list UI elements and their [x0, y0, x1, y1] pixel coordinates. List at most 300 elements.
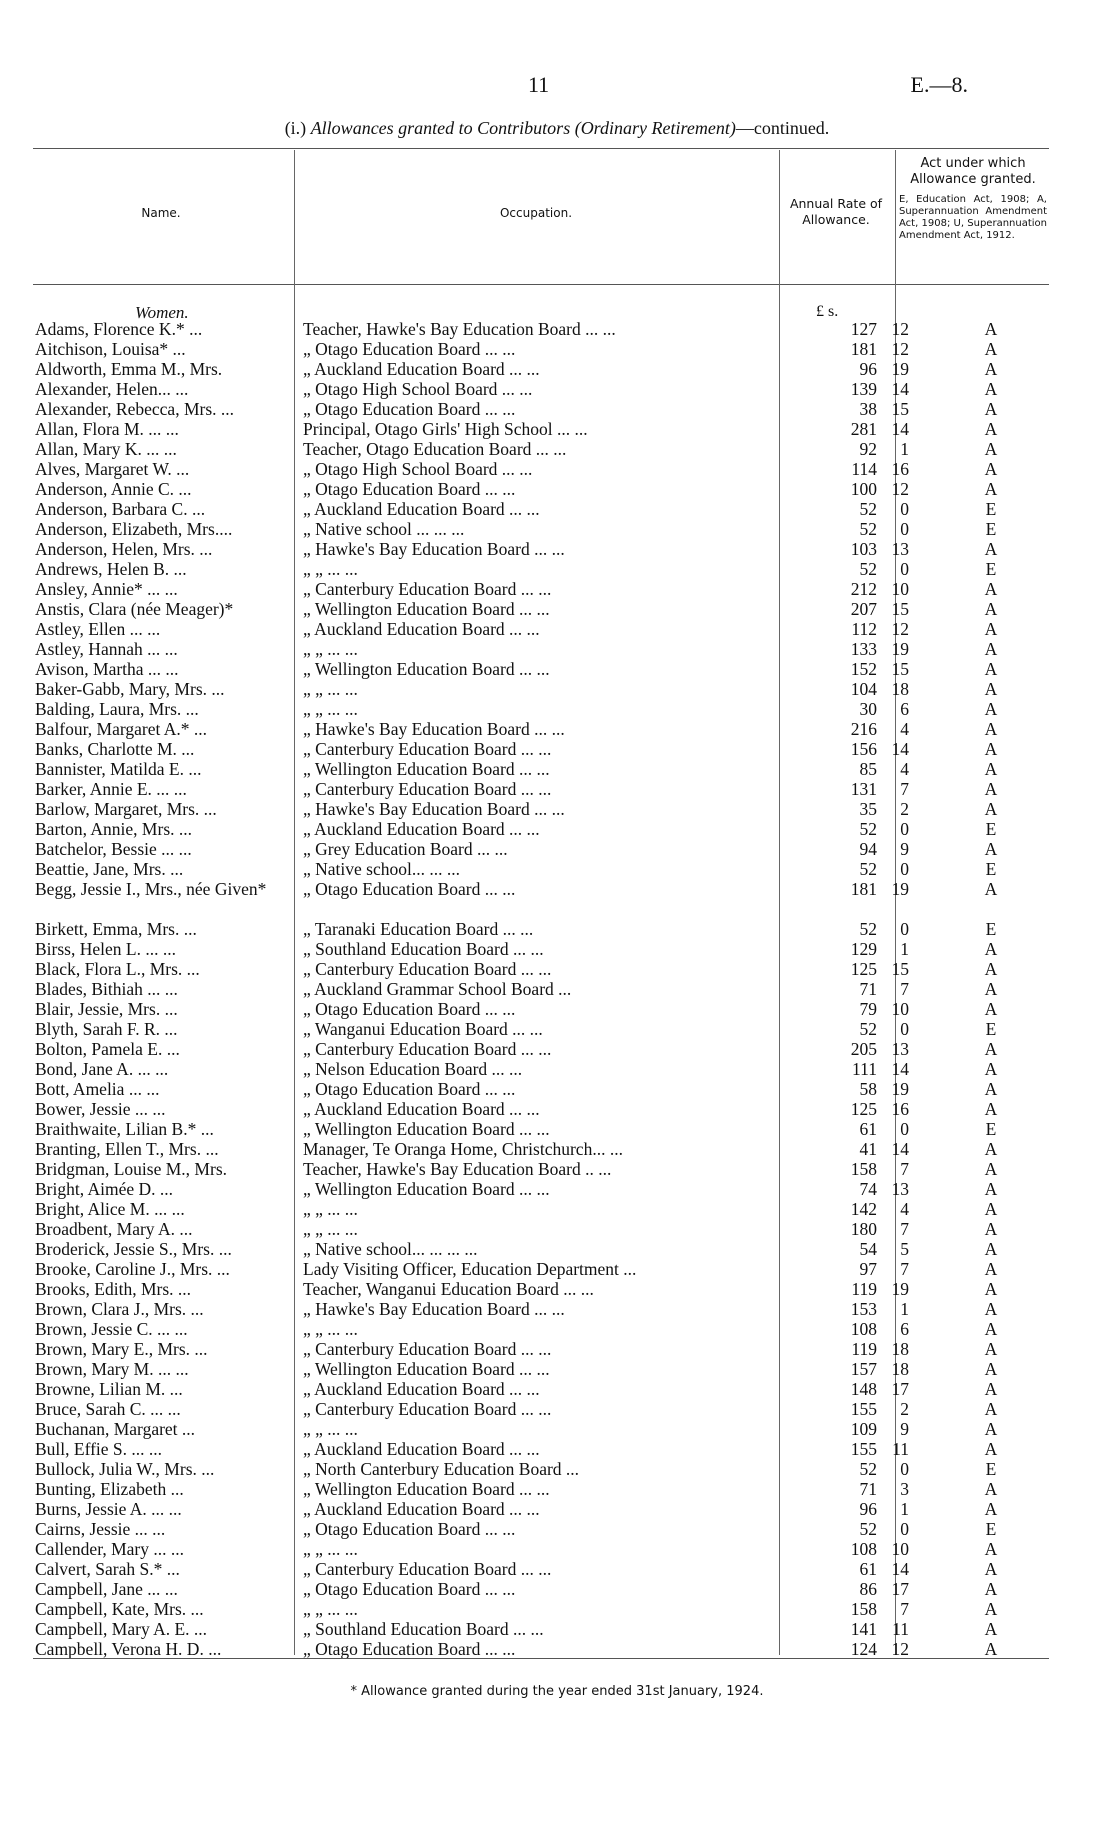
row-pounds: 58: [859, 1079, 877, 1099]
row-pounds: 85: [859, 759, 877, 779]
row-pounds: 142: [850, 1199, 877, 1219]
table-row: [33, 499, 1049, 519]
row-act: A: [984, 999, 998, 1019]
row-occupation: „ Otago Education Board ... ...: [303, 999, 516, 1019]
table-row: [33, 1119, 1049, 1139]
row-act: A: [984, 1139, 998, 1159]
row-act: A: [984, 1599, 998, 1619]
row-name: Ansley, Annie* ... ...: [35, 579, 178, 599]
row-name: Adams, Florence K.* ...: [35, 319, 203, 339]
row-name: Bridgman, Louise M., Mrs.: [35, 1159, 228, 1179]
table-row: [33, 1519, 1049, 1539]
row-pounds: 281: [850, 419, 877, 439]
row-act: A: [984, 739, 998, 759]
row-act: E: [985, 819, 997, 839]
row-shillings: 13: [891, 1179, 909, 1199]
table-row: [33, 1499, 1049, 1519]
table-row: [33, 699, 1049, 719]
row-occupation: „ „ ... ...: [303, 1199, 358, 1219]
table-row: [33, 379, 1049, 399]
row-occupation: „ North Canterbury Education Board ...: [303, 1459, 580, 1479]
row-shillings: 2: [900, 1399, 909, 1419]
row-pounds: 54: [859, 1239, 877, 1259]
row-occupation: „ Canterbury Education Board ... ...: [303, 1339, 552, 1359]
row-act: A: [984, 699, 998, 719]
row-pounds: 100: [850, 479, 877, 499]
row-name: Beattie, Jane, Mrs. ...: [35, 859, 184, 879]
row-shillings: 7: [900, 1219, 909, 1239]
row-name: Barker, Annie E. ... ...: [35, 779, 187, 799]
row-pounds: 94: [859, 839, 877, 859]
row-shillings: 12: [891, 1639, 909, 1659]
row-occupation: „ „ ... ...: [303, 639, 358, 659]
row-name: Black, Flora L., Mrs. ...: [35, 959, 200, 979]
row-shillings: 4: [900, 759, 909, 779]
row-occupation: „ Canterbury Education Board ... ...: [303, 1559, 552, 1579]
table-row: [33, 679, 1049, 699]
row-shillings: 10: [891, 999, 909, 1019]
row-shillings: 0: [900, 919, 909, 939]
row-shillings: 15: [891, 399, 909, 419]
row-act: A: [984, 879, 998, 899]
row-name: Bunting, Elizabeth ...: [35, 1479, 184, 1499]
row-name: Blyth, Sarah F. R. ...: [35, 1019, 178, 1039]
row-pounds: 41: [859, 1139, 877, 1159]
table-row: [33, 859, 1049, 879]
table-row: [33, 1479, 1049, 1499]
row-occupation: „ Auckland Education Board ... ...: [303, 359, 540, 379]
row-pounds: 111: [852, 1059, 877, 1079]
table-row: [33, 1099, 1049, 1119]
heading-prefix: (i.): [284, 118, 307, 138]
row-pounds: 30: [859, 699, 877, 719]
row-shillings: 14: [891, 1059, 909, 1079]
row-name: Barton, Annie, Mrs. ...: [35, 819, 193, 839]
row-pounds: 52: [859, 859, 877, 879]
row-shillings: 19: [891, 1079, 909, 1099]
row-shillings: 15: [891, 659, 909, 679]
row-name: Anderson, Elizabeth, Mrs....: [35, 519, 233, 539]
table-row: [33, 999, 1049, 1019]
row-occupation: „ Southland Education Board ... ...: [303, 1619, 544, 1639]
heading-title: Allowances granted to Contributors (Ordinary Retirement): [310, 118, 736, 138]
row-pounds: 112: [851, 619, 877, 639]
row-act: A: [984, 659, 998, 679]
row-shillings: 19: [891, 879, 909, 899]
row-occupation: „ Native school ... ... ...: [303, 519, 465, 539]
row-occupation: „ Canterbury Education Board ... ...: [303, 1399, 552, 1419]
row-shillings: 0: [900, 1019, 909, 1039]
row-shillings: 9: [900, 839, 909, 859]
row-name: Browne, Lilian M. ...: [35, 1379, 183, 1399]
row-shillings: 18: [891, 679, 909, 699]
row-name: Bannister, Matilda E. ...: [35, 759, 202, 779]
row-occupation: „ „ ... ...: [303, 1539, 358, 1559]
row-name: Banks, Charlotte M. ...: [35, 739, 195, 759]
row-name: Anderson, Barbara C. ...: [35, 499, 206, 519]
row-shillings: 11: [892, 1439, 909, 1459]
row-act: A: [984, 1079, 998, 1099]
row-name: Bullock, Julia W., Mrs. ...: [35, 1459, 215, 1479]
row-name: Brown, Jessie C. ... ...: [35, 1319, 188, 1339]
row-occupation: „ Otago High School Board ... ...: [303, 459, 533, 479]
row-shillings: 10: [891, 1539, 909, 1559]
row-pounds: 74: [859, 1179, 877, 1199]
row-occupation: „ Auckland Education Board ... ...: [303, 1439, 540, 1459]
table-row: [33, 1559, 1049, 1579]
row-name: Branting, Ellen T., Mrs. ...: [35, 1139, 219, 1159]
row-pounds: 148: [850, 1379, 877, 1399]
table-row: [33, 599, 1049, 619]
row-occupation: „ Wanganui Education Board ... ...: [303, 1019, 543, 1039]
row-pounds: 35: [859, 799, 877, 819]
header-top-rule: [33, 148, 1049, 149]
row-name: Begg, Jessie I., Mrs., née Given*: [35, 879, 267, 899]
row-act: A: [984, 1039, 998, 1059]
row-occupation: „ Native school... ... ... ...: [303, 1239, 478, 1259]
row-name: Brooks, Edith, Mrs. ...: [35, 1279, 192, 1299]
row-occupation: „ „ ... ...: [303, 1419, 358, 1439]
row-name: Brown, Mary M. ... ...: [35, 1359, 189, 1379]
row-name: Anderson, Helen, Mrs. ...: [35, 539, 213, 559]
table-row: [33, 359, 1049, 379]
column-header-rate: Annual Rate of Allowance.: [789, 196, 883, 227]
table-row: [33, 539, 1049, 559]
row-name: Alexander, Rebecca, Mrs. ...: [35, 399, 235, 419]
table-row: [33, 1579, 1049, 1599]
row-pounds: 155: [850, 1399, 877, 1419]
row-occupation: „ Auckland Education Board ... ...: [303, 499, 540, 519]
table-row: [33, 979, 1049, 999]
row-name: Aldworth, Emma M., Mrs.: [35, 359, 223, 379]
row-name: Blades, Bithiah ... ...: [35, 979, 178, 999]
row-act: A: [984, 779, 998, 799]
row-occupation: „ Taranaki Education Board ... ...: [303, 919, 534, 939]
row-shillings: 9: [900, 1419, 909, 1439]
row-shillings: 1: [900, 939, 909, 959]
row-name: Braithwaite, Lilian B.* ...: [35, 1119, 214, 1139]
row-shillings: 0: [900, 1519, 909, 1539]
row-act: A: [984, 1559, 998, 1579]
table-row: [33, 1299, 1049, 1319]
row-act: A: [984, 1359, 998, 1379]
row-occupation: „ Auckland Education Board ... ...: [303, 1379, 540, 1399]
row-name: Cairns, Jessie ... ...: [35, 1519, 166, 1539]
table-row: [33, 1439, 1049, 1459]
row-name: Bright, Alice M. ... ...: [35, 1199, 185, 1219]
row-act: E: [985, 859, 997, 879]
column-header-name: Name.: [141, 206, 181, 220]
row-occupation: „ Canterbury Education Board ... ...: [303, 959, 552, 979]
row-name: Baker-Gabb, Mary, Mrs. ...: [35, 679, 225, 699]
row-name: Astley, Hannah ... ...: [35, 639, 178, 659]
row-pounds: 61: [859, 1559, 877, 1579]
row-act: A: [984, 1219, 998, 1239]
row-name: Bright, Aimée D. ...: [35, 1179, 174, 1199]
row-shillings: 11: [892, 1619, 909, 1639]
row-act: A: [984, 619, 998, 639]
table-row: [33, 1219, 1049, 1239]
row-pounds: 207: [850, 599, 877, 619]
row-act: A: [984, 1259, 998, 1279]
row-act: A: [984, 539, 998, 559]
row-shillings: 12: [891, 619, 909, 639]
row-shillings: 10: [891, 579, 909, 599]
row-act: A: [984, 1439, 998, 1459]
row-act: E: [985, 1459, 997, 1479]
row-name: Broderick, Jessie S., Mrs. ...: [35, 1239, 232, 1259]
row-act: A: [984, 1379, 998, 1399]
table-row: [33, 1359, 1049, 1379]
row-shillings: 18: [891, 1339, 909, 1359]
row-shillings: 7: [900, 1259, 909, 1279]
row-name: Campbell, Jane ... ...: [35, 1579, 178, 1599]
row-shillings: 19: [891, 1279, 909, 1299]
act-header-legend: E, Education Act, 1908; A, Superannuation Amendment Act, 1908; U, Superannuation Amendment Act, 1912.: [899, 194, 1047, 241]
row-occupation: „ Canterbury Education Board ... ...: [303, 779, 552, 799]
row-shillings: 0: [900, 819, 909, 839]
row-pounds: 125: [850, 1099, 877, 1119]
row-shillings: 4: [900, 719, 909, 739]
row-name: Bott, Amelia ... ...: [35, 1079, 160, 1099]
row-name: Andrews, Helen B. ...: [35, 559, 187, 579]
table-row: [33, 879, 1049, 919]
row-shillings: 12: [891, 339, 909, 359]
row-act: A: [984, 1639, 998, 1659]
row-pounds: 181: [850, 879, 877, 899]
row-shillings: 0: [900, 1119, 909, 1139]
row-act: A: [984, 579, 998, 599]
row-pounds: 92: [859, 439, 877, 459]
table-row: [33, 1539, 1049, 1559]
table-row: [33, 819, 1049, 839]
row-name: Anderson, Annie C. ...: [35, 479, 192, 499]
row-shillings: 14: [891, 379, 909, 399]
row-name: Broadbent, Mary A. ...: [35, 1219, 193, 1239]
row-act: A: [984, 1199, 998, 1219]
row-shillings: 1: [900, 439, 909, 459]
table-row: [33, 459, 1049, 479]
table-row: [33, 479, 1049, 499]
row-act: A: [984, 1399, 998, 1419]
row-name: Anstis, Clara (née Meager)*: [35, 599, 234, 619]
table-row: [33, 319, 1049, 339]
table-row: [33, 1239, 1049, 1259]
row-pounds: 155: [850, 1439, 877, 1459]
row-shillings: 14: [891, 419, 909, 439]
table-row: [33, 559, 1049, 579]
row-occupation: „ Auckland Education Board ... ...: [303, 1099, 540, 1119]
row-name: Birss, Helen L. ... ...: [35, 939, 176, 959]
row-occupation: „ Otago Education Board ... ...: [303, 339, 516, 359]
row-name: Allan, Mary K. ... ...: [35, 439, 177, 459]
row-act: A: [984, 1179, 998, 1199]
table-row: [33, 1259, 1049, 1279]
row-occupation: „ Otago Education Board ... ...: [303, 1079, 516, 1099]
row-act: A: [984, 1239, 998, 1259]
row-shillings: 16: [891, 1099, 909, 1119]
row-pounds: 129: [850, 939, 877, 959]
row-name: Aitchison, Louisa* ...: [35, 339, 186, 359]
row-act: E: [985, 559, 997, 579]
row-occupation: „ „ ... ...: [303, 1599, 358, 1619]
row-occupation: Lady Visiting Officer, Education Department ...: [303, 1259, 637, 1279]
currency-units: £ s.: [816, 303, 839, 320]
row-act: E: [985, 499, 997, 519]
row-occupation: „ Wellington Education Board ... ...: [303, 759, 550, 779]
row-name: Brooke, Caroline J., Mrs. ...: [35, 1259, 230, 1279]
row-occupation: Teacher, Hawke's Bay Education Board .. ...: [303, 1159, 612, 1179]
row-name: Batchelor, Bessie ... ...: [35, 839, 192, 859]
row-act: E: [985, 1119, 997, 1139]
table-row: [33, 759, 1049, 779]
row-name: Brown, Mary E., Mrs. ...: [35, 1339, 208, 1359]
row-pounds: 96: [859, 359, 877, 379]
row-shillings: 14: [891, 1559, 909, 1579]
row-pounds: 114: [851, 459, 877, 479]
row-shillings: 1: [900, 1499, 909, 1519]
row-occupation: „ Otago Education Board ... ...: [303, 479, 516, 499]
page-number: 11: [528, 72, 550, 97]
row-name: Blair, Jessie, Mrs. ...: [35, 999, 178, 1019]
row-occupation: Principal, Otago Girls' High School ... ...: [303, 419, 588, 439]
row-name: Astley, Ellen ... ...: [35, 619, 161, 639]
row-occupation: „ Wellington Education Board ... ...: [303, 659, 550, 679]
row-pounds: 153: [850, 1299, 877, 1319]
row-pounds: 139: [850, 379, 877, 399]
table-row: [33, 1199, 1049, 1219]
row-occupation: „ „ ... ...: [303, 679, 358, 699]
row-shillings: 3: [900, 1479, 909, 1499]
footer-rule: [33, 1658, 1049, 1659]
row-occupation: „ Wellington Education Board ... ...: [303, 1359, 550, 1379]
row-pounds: 119: [851, 1279, 877, 1299]
row-occupation: „ Otago Education Board ... ...: [303, 1639, 516, 1659]
row-occupation: „ Canterbury Education Board ... ...: [303, 1039, 552, 1059]
row-name: Callender, Mary ... ...: [35, 1539, 184, 1559]
row-act: A: [984, 1579, 998, 1599]
row-occupation: „ Otago Education Board ... ...: [303, 1579, 516, 1599]
row-shillings: 4: [900, 1199, 909, 1219]
row-act: A: [984, 439, 998, 459]
column-header-occupation: Occupation.: [499, 206, 573, 220]
row-occupation: „ Hawke's Bay Education Board ... ...: [303, 719, 565, 739]
table-row: [33, 839, 1049, 859]
row-occupation: Teacher, Otago Education Board ... ...: [303, 439, 567, 459]
row-pounds: 158: [850, 1599, 877, 1619]
table-row: [33, 1459, 1049, 1479]
row-act: A: [984, 799, 998, 819]
row-occupation: „ Hawke's Bay Education Board ... ...: [303, 1299, 565, 1319]
row-shillings: 19: [891, 639, 909, 659]
row-act: A: [984, 419, 998, 439]
table-row: [33, 419, 1049, 439]
row-name: Bull, Effie S. ... ...: [35, 1439, 163, 1459]
section-title: Women.: [135, 303, 189, 322]
row-occupation: „ Wellington Education Board ... ...: [303, 599, 550, 619]
table-row: [33, 779, 1049, 799]
row-pounds: 125: [850, 959, 877, 979]
row-pounds: 205: [850, 1039, 877, 1059]
row-shillings: 0: [900, 1459, 909, 1479]
row-shillings: 12: [891, 319, 909, 339]
row-occupation: „ Auckland Education Board ... ...: [303, 1499, 540, 1519]
row-pounds: 108: [850, 1539, 877, 1559]
row-pounds: 52: [859, 1519, 877, 1539]
table-row: [33, 439, 1049, 459]
row-shillings: 16: [891, 459, 909, 479]
row-name: Burns, Jessie A. ... ...: [35, 1499, 182, 1519]
row-occupation: „ „ ... ...: [303, 559, 358, 579]
row-occupation: Manager, Te Oranga Home, Christchurch... ...: [303, 1139, 623, 1159]
table-row: [33, 799, 1049, 819]
row-name: Campbell, Verona H. D. ...: [35, 1639, 222, 1659]
row-act: A: [984, 319, 998, 339]
row-shillings: 7: [900, 1599, 909, 1619]
row-act: A: [984, 359, 998, 379]
table-row: [33, 1019, 1049, 1039]
row-act: A: [984, 719, 998, 739]
row-occupation: „ Auckland Grammar School Board ...: [303, 979, 572, 999]
table-row: [33, 1619, 1049, 1639]
row-act: E: [985, 1019, 997, 1039]
row-pounds: 52: [859, 819, 877, 839]
table-row: [33, 639, 1049, 659]
row-occupation: „ Otago High School Board ... ...: [303, 379, 533, 399]
row-shillings: 15: [891, 959, 909, 979]
row-occupation: „ Hawke's Bay Education Board ... ...: [303, 799, 565, 819]
row-shillings: 14: [891, 739, 909, 759]
row-pounds: 52: [859, 559, 877, 579]
row-pounds: 141: [850, 1619, 877, 1639]
table-row: [33, 1139, 1049, 1159]
row-shillings: 0: [900, 499, 909, 519]
row-pounds: 103: [850, 539, 877, 559]
row-act: A: [984, 1319, 998, 1339]
row-pounds: 124: [850, 1639, 877, 1659]
row-name: Bruce, Sarah C. ... ...: [35, 1399, 181, 1419]
table-row: [33, 939, 1049, 959]
row-pounds: 52: [859, 1459, 877, 1479]
row-shillings: 6: [900, 699, 909, 719]
row-occupation: „ Otago Education Board ... ...: [303, 879, 516, 899]
row-shillings: 2: [900, 799, 909, 819]
row-act: A: [984, 979, 998, 999]
row-act: E: [985, 519, 997, 539]
row-act: A: [984, 479, 998, 499]
row-act: A: [984, 1159, 998, 1179]
row-shillings: 0: [900, 859, 909, 879]
row-act: A: [984, 959, 998, 979]
row-pounds: 131: [850, 779, 877, 799]
row-pounds: 212: [850, 579, 877, 599]
row-shillings: 0: [900, 519, 909, 539]
table-row: [33, 719, 1049, 739]
row-name: Buchanan, Margaret ...: [35, 1419, 196, 1439]
row-pounds: 104: [850, 679, 877, 699]
row-name: Bower, Jessie ... ...: [35, 1099, 166, 1119]
row-act: A: [984, 1479, 998, 1499]
row-shillings: 5: [900, 1239, 909, 1259]
row-act: A: [984, 1299, 998, 1319]
row-pounds: 71: [859, 1479, 877, 1499]
row-pounds: 61: [859, 1119, 877, 1139]
table-row: [33, 619, 1049, 639]
row-act: A: [984, 939, 998, 959]
row-occupation: „ „ ... ...: [303, 1319, 358, 1339]
allowance-table-body: [33, 319, 1049, 1659]
row-occupation: „ Wellington Education Board ... ...: [303, 1179, 550, 1199]
